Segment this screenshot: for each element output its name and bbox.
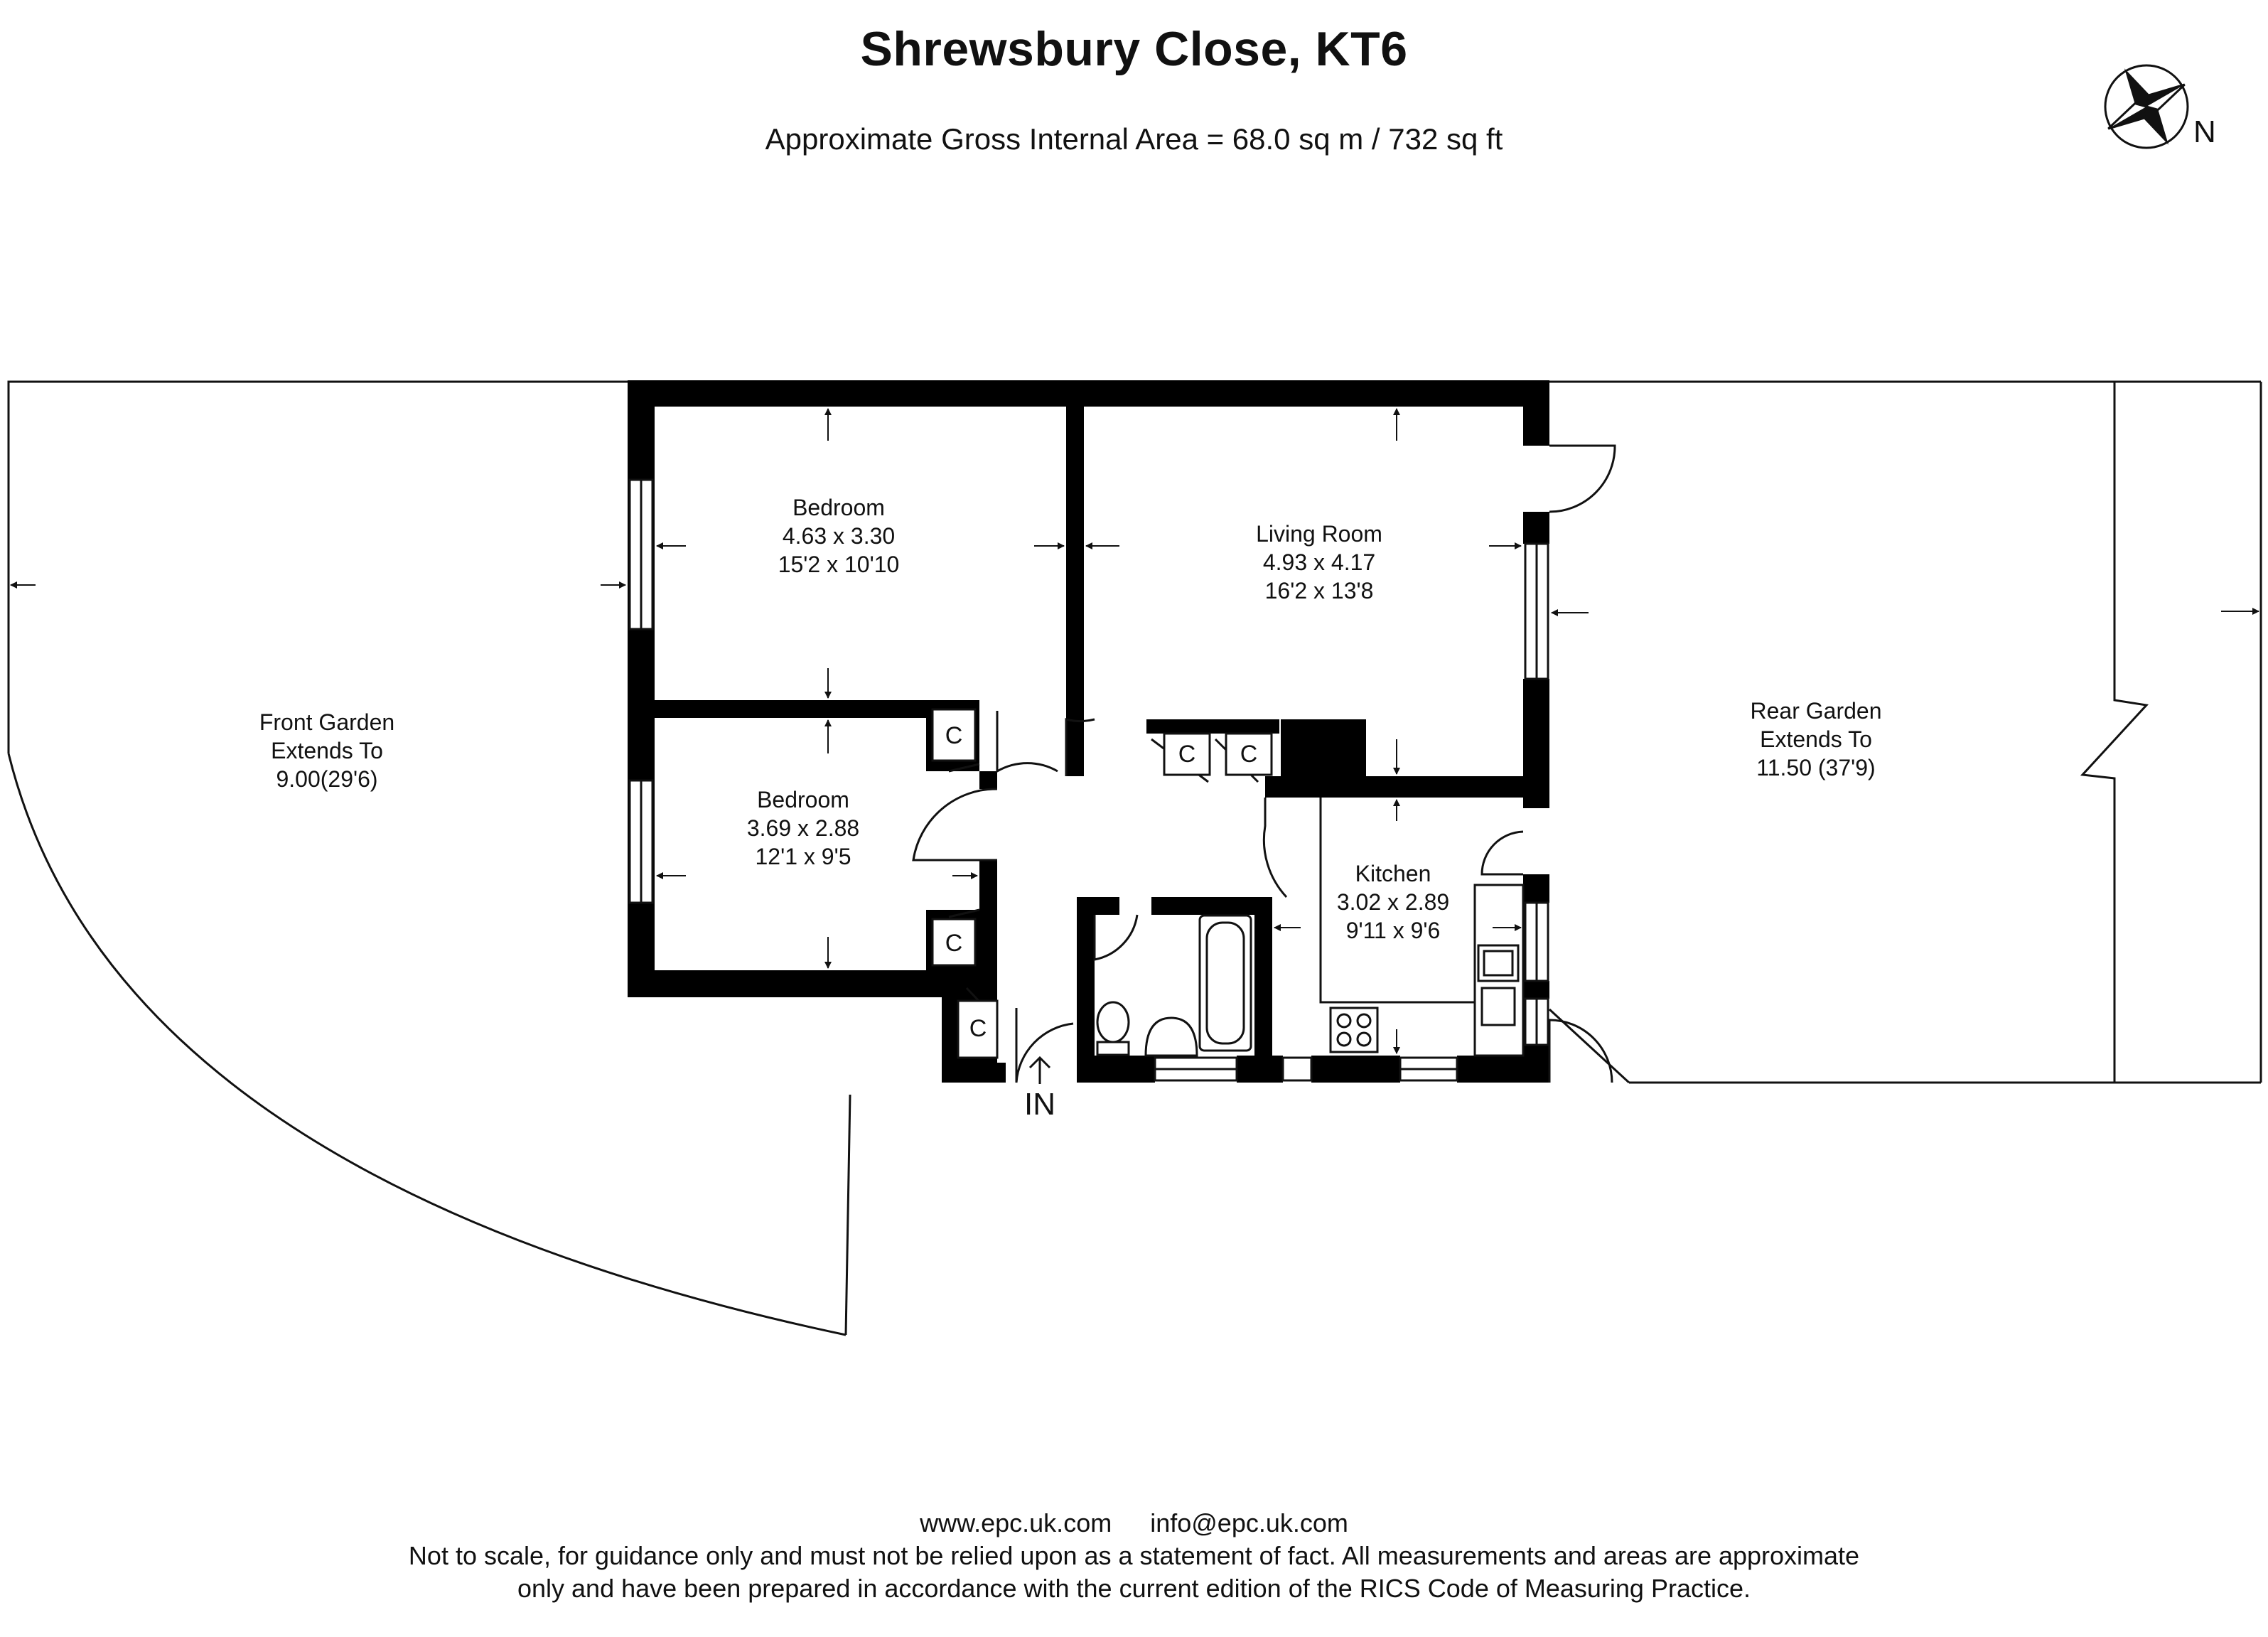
svg-text:Bedroom: Bedroom [792,495,885,520]
svg-text:15'2 x 10'10: 15'2 x 10'10 [778,552,900,577]
svg-text:Extends To: Extends To [1760,726,1872,752]
cupboard-label: C [945,930,963,957]
area-subtitle: Approximate Gross Internal Area = 68.0 sq m / 732 sq ft [765,122,1503,156]
bathroom-fixtures [1097,916,1251,1056]
room-bedroom-2 [747,787,859,869]
svg-text:Extends To: Extends To [271,738,383,763]
front-garden-label [259,709,394,792]
svg-text:Front Garden: Front Garden [259,709,395,735]
entrance-arrow-icon [1030,1058,1050,1084]
disclaimer-line-2: only and have been prepared in accordance with the current edition of the RICS Code of Measuring Practice. [517,1574,1751,1603]
website-link[interactable]: www.epc.uk.com [920,1508,1112,1537]
page-title: Shrewsbury Close, KT6 [860,22,1408,76]
svg-text:9'11 x 9'6: 9'11 x 9'6 [1345,918,1441,943]
svg-text:Living Room: Living Room [1256,521,1382,547]
rear-garden-outline [1549,382,2261,1083]
entrance-label: IN [1024,1087,1055,1122]
rear-garden-label [1751,698,1882,780]
svg-text:3.02 x 2.89: 3.02 x 2.89 [1336,889,1450,915]
svg-text:4.93 x 4.17: 4.93 x 4.17 [1262,549,1376,575]
svg-text:4.63 x 3.30: 4.63 x 3.30 [782,523,896,549]
hob-icon [1331,1008,1377,1052]
svg-text:Rear Garden: Rear Garden [1750,698,1882,724]
footer-contacts [0,1507,2268,1540]
toilet-icon [1097,1002,1129,1042]
svg-text:9.00(29'6): 9.00(29'6) [276,766,378,792]
cupboard-label: C [1240,741,1258,768]
basin-icon [1146,1018,1197,1056]
svg-text:Kitchen: Kitchen [1355,861,1431,886]
cupboard-label: C [1178,741,1196,768]
disclaimer-line-1: Not to scale, for guidance only and must not be relied upon as a statement of fact. All measurements and areas are approximate [408,1541,1860,1570]
svg-text:Bedroom: Bedroom [757,787,849,812]
svg-text:3.69 x 2.88: 3.69 x 2.88 [746,815,860,841]
svg-text:16'2 x 13'8: 16'2 x 13'8 [1264,578,1374,603]
footer [0,1507,2268,1605]
room-living-room [1256,521,1382,603]
svg-text:12'1 x 9'5: 12'1 x 9'5 [755,844,851,869]
email-link[interactable]: info@epc.uk.com [1150,1508,1348,1537]
cupboard-label: C [969,1015,987,1042]
cupboard-label: C [945,722,963,749]
svg-text:11.50 (37'9): 11.50 (37'9) [1756,755,1876,780]
compass-rose-icon [2104,64,2188,149]
north-label: N [2193,114,2216,149]
front-garden-outline [9,382,850,1335]
room-bedroom-1 [778,495,900,577]
